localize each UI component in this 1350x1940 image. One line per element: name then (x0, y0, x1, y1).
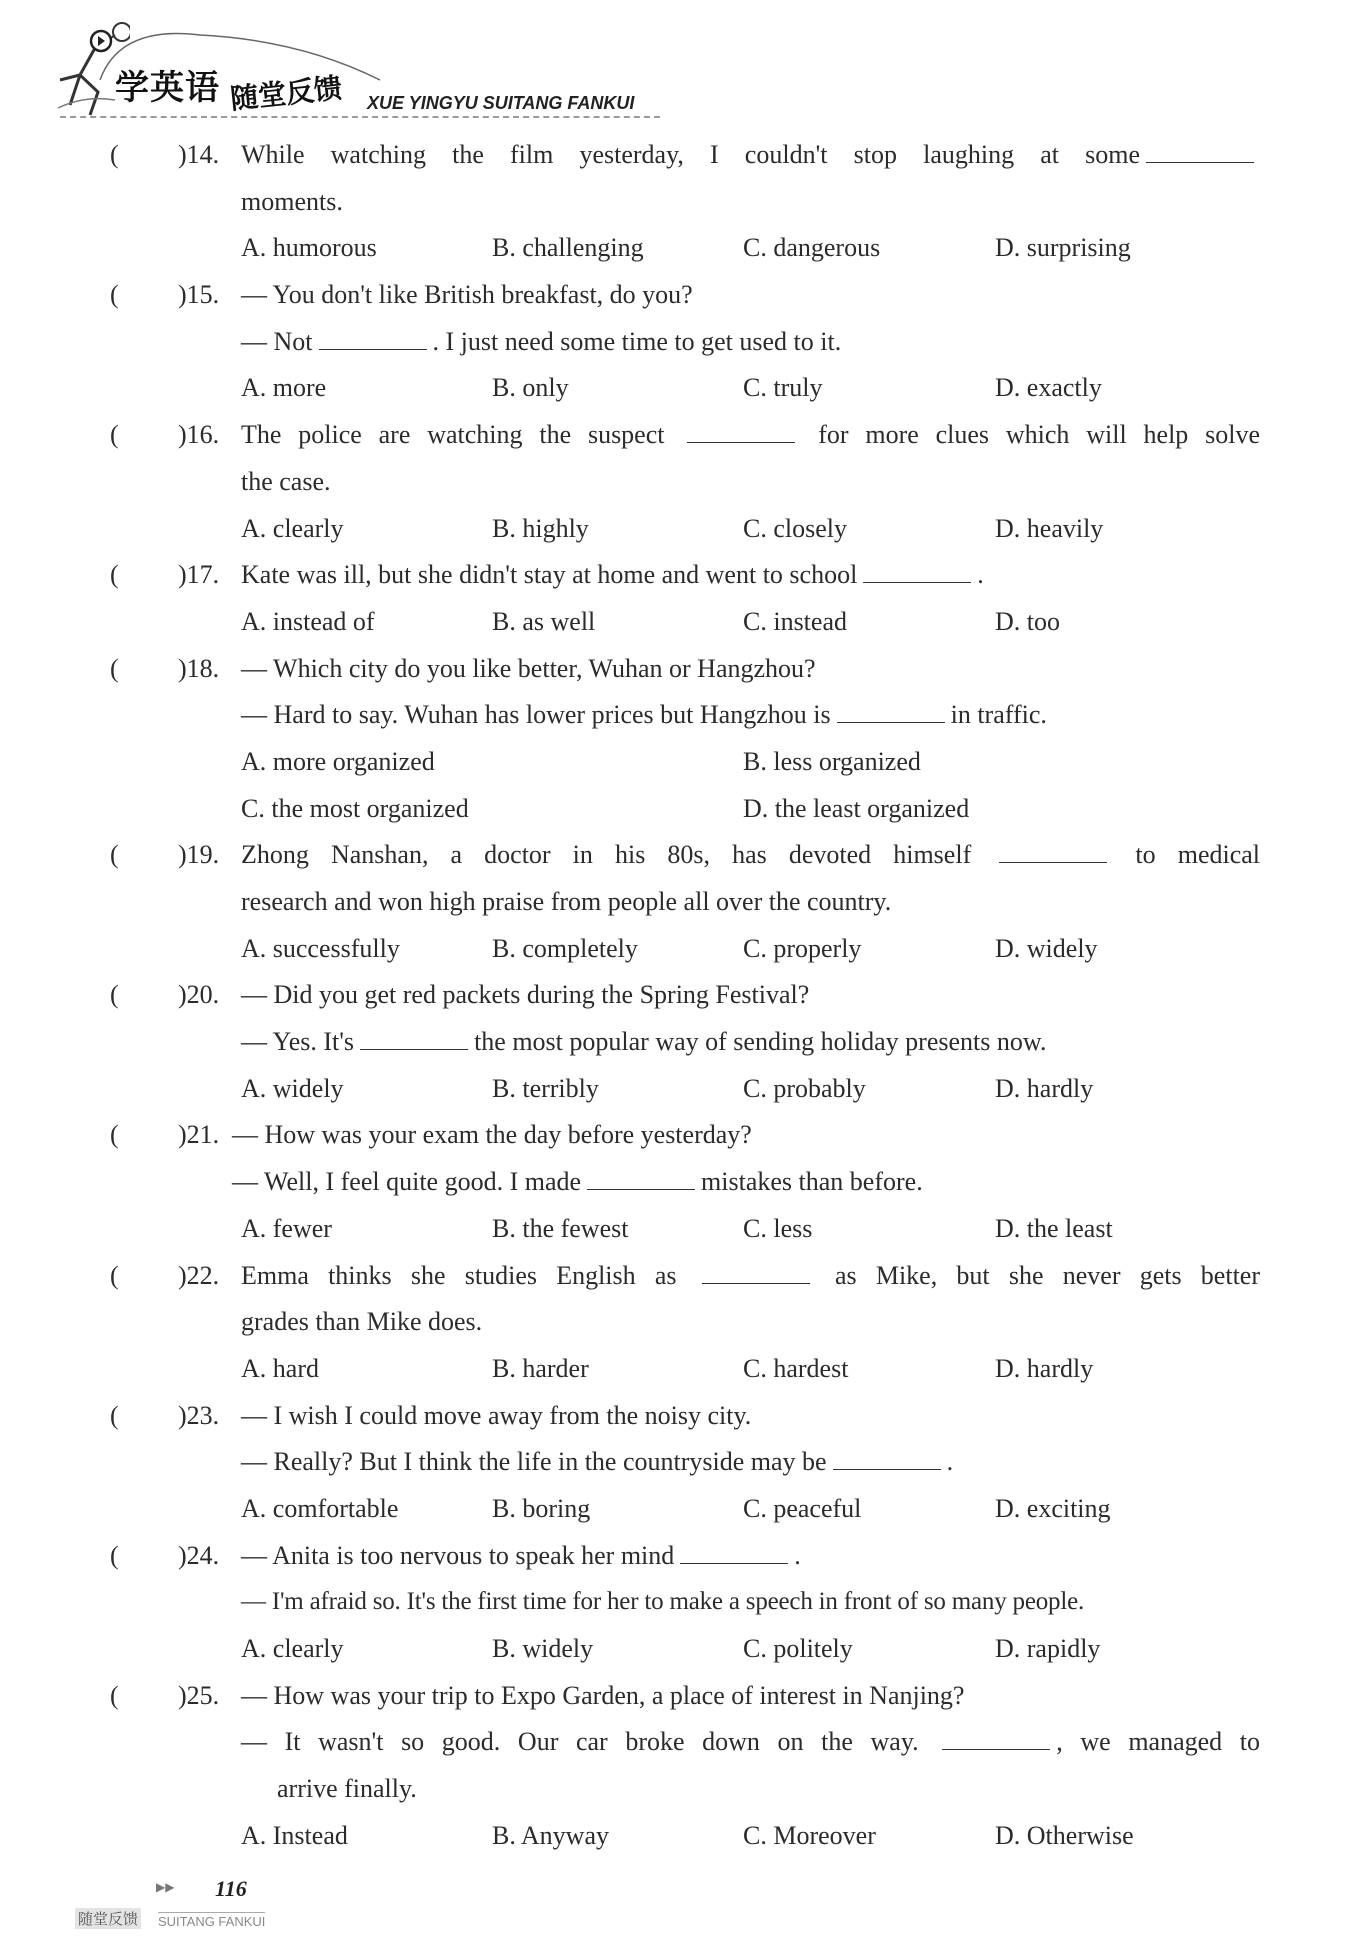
option-b[interactable]: B. completely (492, 933, 638, 963)
option-c[interactable]: C. hardest (743, 1353, 849, 1383)
answer-blank[interactable] (833, 1447, 941, 1470)
option-a[interactable]: A. fewer (241, 1213, 332, 1243)
option-c[interactable]: C. dangerous (743, 233, 881, 263)
option-b[interactable]: B. as well (492, 606, 596, 636)
option-d[interactable]: D. rapidly (995, 1634, 1101, 1663)
page-number: 116 (215, 1876, 247, 1901)
answer-paren[interactable]: ( (110, 560, 119, 590)
option-d[interactable]: D. exactly (995, 373, 1102, 403)
question-number: )14. (178, 140, 220, 169)
question-number: )25. (178, 1680, 220, 1710)
question-stem: — You don't like British breakfast, do you? (241, 280, 693, 310)
answer-paren[interactable]: ( (110, 653, 119, 683)
question-20 (0, 972, 1350, 1112)
option-c[interactable]: C. instead (743, 606, 847, 636)
dialog-answer: — Hard to say. Wuhan has lower prices but Hangzhou is in traffic. (241, 700, 1047, 730)
page-footer (70, 1870, 290, 1930)
option-a[interactable]: A. more organized (241, 746, 435, 776)
answer-blank[interactable] (942, 1727, 1050, 1750)
footer-label-en: SUITANG FANKUI (158, 1914, 266, 1929)
question-stem: — Anita is too nervous to speak her mind . (241, 1540, 801, 1570)
option-a[interactable]: A. hard (241, 1353, 319, 1383)
option-a[interactable]: A. clearly (241, 513, 344, 543)
question-21 (0, 1112, 1350, 1252)
answer-blank[interactable] (999, 840, 1107, 863)
answer-blank[interactable] (702, 1261, 810, 1284)
option-b[interactable]: B. only (492, 373, 569, 403)
answer-paren[interactable]: ( (110, 1120, 119, 1150)
option-c[interactable]: C. truly (743, 373, 823, 403)
footer-label-cn: 随堂反馈 (75, 1908, 141, 1929)
question-19 (0, 832, 1350, 972)
option-d[interactable]: D. heavily (995, 513, 1104, 543)
question-stem-cont: the case. (241, 466, 331, 496)
option-a[interactable]: A. Instead (241, 1820, 348, 1850)
option-d[interactable]: D. Otherwise (995, 1820, 1134, 1850)
question-stem-cont: moments. (241, 186, 343, 216)
option-c[interactable]: C. Moreover (743, 1820, 876, 1850)
answer-blank[interactable] (1146, 140, 1254, 163)
question-number: )20. (178, 980, 220, 1010)
question-stem: — Did you get red packets during the Spring Festival? (241, 980, 810, 1010)
option-a[interactable]: A. clearly (241, 1634, 344, 1663)
answer-paren[interactable]: ( (110, 280, 119, 310)
option-a[interactable]: A. comfortable (241, 1493, 399, 1523)
question-24 (0, 1533, 1350, 1673)
dialog-answer: — Yes. It's the most popular way of sending holiday presents now. (241, 1027, 1047, 1057)
answer-blank[interactable] (319, 327, 427, 350)
option-b[interactable]: B. widely (492, 1634, 594, 1663)
answer-blank[interactable] (587, 1167, 695, 1190)
question-stem: — How was your exam the day before yesterday? (232, 1120, 752, 1150)
question-number: )21. (178, 1120, 220, 1150)
header-subtitle: 随堂反馈 (228, 71, 344, 116)
option-c[interactable]: C. probably (743, 1073, 866, 1103)
dialog-answer: — It wasn't so good. Our car broke down on the way. , we managed to (241, 1727, 1261, 1757)
question-stem: While watching the film yesterday, I couldn't stop laughing at some (241, 132, 1260, 179)
question-number: )19. (178, 840, 220, 870)
question-number: )17. (178, 560, 220, 590)
dialog-answer: — Not . I just need some time to get used to it. (241, 326, 842, 356)
answer-paren[interactable]: ( (110, 420, 119, 450)
question-stem: — How was your trip to Expo Garden, a place of interest in Nanjing? (241, 1680, 965, 1710)
answer-blank[interactable] (360, 1027, 468, 1050)
question-17 (0, 552, 1350, 645)
header-divider (60, 116, 660, 118)
answer-paren[interactable]: ( (110, 1540, 119, 1570)
page-header (40, 20, 680, 130)
question-stem: Emma thinks she studies English as as Mike, but she never gets better (241, 1260, 1260, 1290)
question-number: )18. (178, 653, 220, 683)
answer-blank[interactable] (680, 1541, 788, 1564)
question-18 (0, 646, 1350, 833)
answer-blank[interactable] (863, 560, 971, 583)
answer-paren[interactable]: ( (110, 840, 119, 870)
answer-paren[interactable]: ( (110, 1400, 119, 1430)
answer-paren[interactable]: ( (110, 140, 119, 169)
option-c[interactable]: C. less (743, 1213, 813, 1243)
option-d[interactable]: D. too (995, 606, 1060, 636)
option-b[interactable]: B. harder (492, 1353, 589, 1383)
question-stem: Zhong Nanshan, a doctor in his 80s, has devoted himself to medical (241, 840, 1261, 870)
question-stem: Kate was ill, but she didn't stay at home and went to school . (241, 560, 984, 590)
option-d[interactable]: D. surprising (995, 233, 1131, 263)
dialog-answer: — Well, I feel quite good. I made mistakes than before. (232, 1167, 923, 1197)
question-number: )24. (178, 1540, 220, 1570)
question-stem-cont: grades than Mike does. (241, 1307, 483, 1337)
option-c[interactable]: C. properly (743, 933, 862, 963)
answer-blank[interactable] (687, 420, 795, 443)
option-a[interactable]: A. successfully (241, 933, 400, 963)
dialog-answer-cont: arrive finally. (277, 1774, 417, 1804)
answer-paren[interactable]: ( (110, 1680, 119, 1710)
question-23 (0, 1393, 1350, 1533)
option-b[interactable]: B. boring (492, 1493, 591, 1523)
option-d[interactable]: D. widely (995, 933, 1098, 963)
question-number: )15. (178, 280, 220, 310)
answer-paren[interactable]: ( (110, 1260, 119, 1290)
question-16 (0, 412, 1350, 552)
question-25 (0, 1673, 1350, 1860)
dialog-answer: — Really? But I think the life in the countryside may be . (241, 1447, 954, 1477)
option-c[interactable]: C. closely (743, 513, 847, 543)
question-number: )22. (178, 1260, 220, 1290)
dialog-answer: — I'm afraid so. It's the first time for her to make a speech in front of so many people. (241, 1588, 1085, 1616)
question-number: )23. (178, 1400, 220, 1430)
answer-paren[interactable]: ( (110, 980, 119, 1010)
question-14 (0, 132, 1350, 272)
option-b[interactable]: B. less organized (743, 746, 921, 776)
header-pinyin: XUE YINGYU SUITANG FANKUI (367, 93, 635, 113)
option-c[interactable]: C. politely (743, 1634, 853, 1663)
option-d[interactable]: D. the least (995, 1213, 1113, 1243)
option-b[interactable]: B. terribly (492, 1073, 599, 1103)
option-d[interactable]: D. the least organized (743, 793, 970, 823)
question-stem: The police are watching the suspect for more clues which will help solve (241, 420, 1261, 450)
option-d[interactable]: D. hardly (995, 1353, 1094, 1383)
question-22 (0, 1253, 1350, 1393)
option-a[interactable]: A. instead of (241, 606, 375, 636)
option-b[interactable]: B. challenging (492, 233, 644, 263)
option-c[interactable]: C. the most organized (241, 793, 469, 823)
option-b[interactable]: B. the fewest (492, 1213, 629, 1243)
double-arrow-icon: ▶▶ (156, 1880, 175, 1894)
option-a[interactable]: A. more (241, 373, 327, 403)
option-d[interactable]: D. hardly (995, 1073, 1094, 1103)
answer-blank[interactable] (837, 700, 945, 723)
question-list (0, 132, 1350, 1859)
question-stem-cont: research and won high praise from people all over the country. (241, 887, 892, 916)
option-a[interactable]: A. humorous (241, 233, 377, 263)
option-c[interactable]: C. peaceful (743, 1493, 862, 1523)
header-title: 学英语 (115, 68, 220, 108)
question-stem: — Which city do you like better, Wuhan or Hangzhou? (241, 653, 816, 683)
option-b[interactable]: B. Anyway (492, 1820, 609, 1850)
question-15 (0, 272, 1350, 412)
option-a[interactable]: A. widely (241, 1073, 344, 1103)
option-b[interactable]: B. highly (492, 513, 589, 543)
option-d[interactable]: D. exciting (995, 1493, 1111, 1523)
question-number: )16. (178, 420, 220, 450)
question-stem: — I wish I could move away from the noisy city. (241, 1400, 752, 1430)
